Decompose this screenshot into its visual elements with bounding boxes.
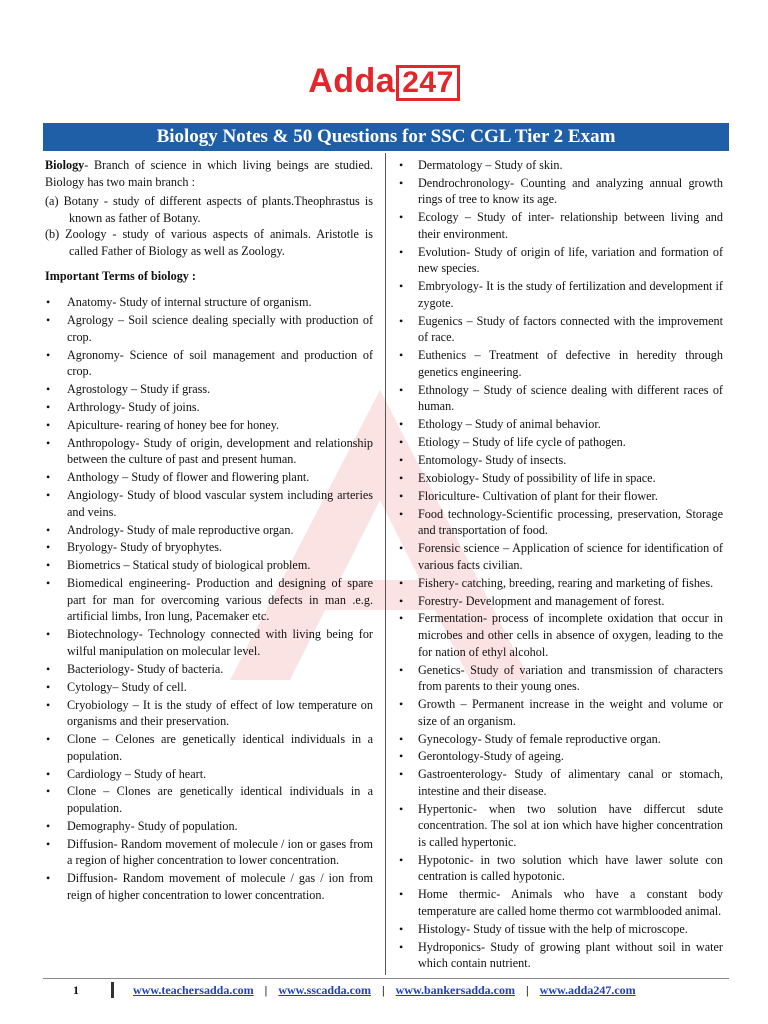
link-separator: | <box>526 983 529 997</box>
page-number-bar <box>111 982 114 998</box>
list-item: • Embryology- It is the study of fertilization and development if zygote. <box>398 278 723 311</box>
list-item: • Agrology – Soil science dealing specially with production of crop. <box>45 312 373 345</box>
list-item: • Ethnology – Study of science dealing with different races of human. <box>398 382 723 415</box>
list-item: • Growth – Permanent increase in the weight and volume or size of an organism. <box>398 696 723 729</box>
link-separator: | <box>381 983 385 997</box>
page-title: Biology Notes & 50 Questions for SSC CGL Tier 2 Exam <box>43 123 729 151</box>
column-divider <box>385 153 386 975</box>
intro-term: Biology <box>45 158 85 172</box>
list-item: • Forestry- Development and management of forest. <box>398 593 723 610</box>
list-item: • Gynecology- Study of female reproductive organ. <box>398 731 723 748</box>
intro-paragraph <box>45 157 373 190</box>
list-item: • Diffusion- Random movement of molecule / gas / ion from reign of higher concentration to lower concentration. <box>45 870 373 903</box>
list-item: • Entomology- Study of insects. <box>398 452 723 469</box>
left-terms-list <box>45 294 373 903</box>
link-bankersadda[interactable]: www.bankersadda.com <box>395 983 515 997</box>
list-item: • Biometrics – Statical study of biological problem. <box>45 557 373 574</box>
list-item: • Hypotonic- in two solution which have lawer solute con centration is called hypotonic. <box>398 852 723 885</box>
list-item: • Genetics- Study of variation and transmission of characters from parents to their young ones. <box>398 662 723 695</box>
branch-botany: (a) Botany - study of different aspects of plants.Theophrastus is known as father of Botany. <box>45 194 373 225</box>
list-item: • Biotechnology- Technology connected with living being for wilful manipulation on molecular level. <box>45 626 373 659</box>
list-item: • Anthology – Study of flower and flowering plant. <box>45 469 373 486</box>
list-item: • Dendrochronology- Counting and analyzing annual growth rings of tree to know its age. <box>398 175 723 208</box>
list-item: • Cytology– Study of cell. <box>45 679 373 696</box>
list-item: • Cardiology – Study of heart. <box>45 766 373 783</box>
list-item: • Gastroenterology- Study of alimentary canal or stomach, intestine and their disease. <box>398 766 723 799</box>
right-terms-list <box>398 157 723 972</box>
list-item: • Dermatology – Study of skin. <box>398 157 723 174</box>
list-item: • Forensic science – Application of science for identification of various facts civilian. <box>398 540 723 573</box>
list-item: • Apiculture- rearing of honey bee for honey. <box>45 417 373 434</box>
list-item: • Anatomy- Study of internal structure of organism. <box>45 294 373 311</box>
list-item: • Exobiology- Study of possibility of life in space. <box>398 470 723 487</box>
list-item: • Angiology- Study of blood vascular system including arteries and veins. <box>45 487 373 520</box>
branch-zoology: (b) Zoology - study of various aspects of animals. Aristotle is called Father of Biology as well as Zoology. <box>45 227 373 258</box>
list-item: • Clone – Celones are genetically identical individuals in a population. <box>45 731 373 764</box>
list-item: • Fishery- catching, breeding, rearing and marketing of fishes. <box>398 575 723 592</box>
list-item: • Hydroponics- Study of growing plant without soil in water which contain nutrient. <box>398 939 723 972</box>
section-heading: Important Terms of biology : <box>45 268 196 283</box>
list-item: • Ecology – Study of inter- relationship between living and their environment. <box>398 209 723 242</box>
list-item: • Clone – Clones are genetically identical individuals in a population. <box>45 783 373 816</box>
list-item: • Hypertonic- when two solution have differcut sdute concentration. The sol at ion which have higher concentration is called hypertonic. <box>398 801 723 851</box>
list-item: • Food technology-Scientific processing, preservation, Storage and transportation of food. <box>398 506 723 539</box>
footer-divider <box>43 978 729 979</box>
list-item: • Arthrology- Study of joins. <box>45 399 373 416</box>
list-item: • Floriculture- Cultivation of plant for their flower. <box>398 488 723 505</box>
list-item: • Ethology – Study of animal behavior. <box>398 416 723 433</box>
list-item: • Home thermic- Animals who have a constant body temperature are called home thermo cot warmblooded animal. <box>398 886 723 919</box>
list-item: • Etiology – Study of life cycle of pathogen. <box>398 434 723 451</box>
link-sscadda[interactable]: www.sscadda.com <box>278 983 371 997</box>
list-item: • Euthenics – Treatment of defective in heredity through genetics engineering. <box>398 347 723 380</box>
list-item: • Histology- Study of tissue with the help of microscope. <box>398 921 723 938</box>
logo-brand: Adda <box>308 62 396 100</box>
page-number: 1 <box>73 983 79 997</box>
list-item: • Biomedical engineering- Production and designing of spare part for man for overcoming various defects in man .e.g. artificial limbs, Iron lung, Pacemaker etc. <box>45 575 373 625</box>
list-item: • Agronomy- Science of soil management and production of crop. <box>45 347 373 380</box>
list-item: • Diffusion- Random movement of molecule / ion or gases from a region of higher concentration to lower concentration. <box>45 836 373 869</box>
footer-links <box>133 981 636 999</box>
list-item: • Bacteriology- Study of bacteria. <box>45 661 373 678</box>
link-adda247[interactable]: www.adda247.com <box>539 983 636 997</box>
logo-number: 247 <box>396 65 460 101</box>
left-column <box>45 157 373 905</box>
list-item: • Agrostology – Study if grass. <box>45 381 373 398</box>
list-item: • Cryobiology – It is the study of effect of low temperature on organisms and their preservation. <box>45 697 373 730</box>
list-item: • Fermentation- process of incomplete oxidation that occur in microbes and other cells in absence of oxygen, leading to the for nation of ethyl alcohol. <box>398 610 723 660</box>
link-teachersadda[interactable]: www.teachersadda.com <box>133 983 254 997</box>
list-item: • Demography- Study of population. <box>45 818 373 835</box>
adda247-logo <box>0 62 768 101</box>
list-item: • Bryology- Study of bryophytes. <box>45 539 373 556</box>
list-item: • Gerontology-Study of ageing. <box>398 748 723 765</box>
intro-text: - Branch of science in which living beings are studied. Biology has two main branch : <box>45 158 373 189</box>
right-column <box>398 157 723 973</box>
list-item: • Evolution- Study of origin of life, variation and formation of new species. <box>398 244 723 277</box>
list-item: • Andrology- Study of male reproductive organ. <box>45 522 373 539</box>
list-item: • Anthropology- Study of origin, development and relationship between the culture of past and present human. <box>45 435 373 468</box>
link-separator: | <box>264 983 268 997</box>
list-item: • Eugenics – Study of factors connected with the improvement of race. <box>398 313 723 346</box>
page-footer <box>43 981 729 999</box>
